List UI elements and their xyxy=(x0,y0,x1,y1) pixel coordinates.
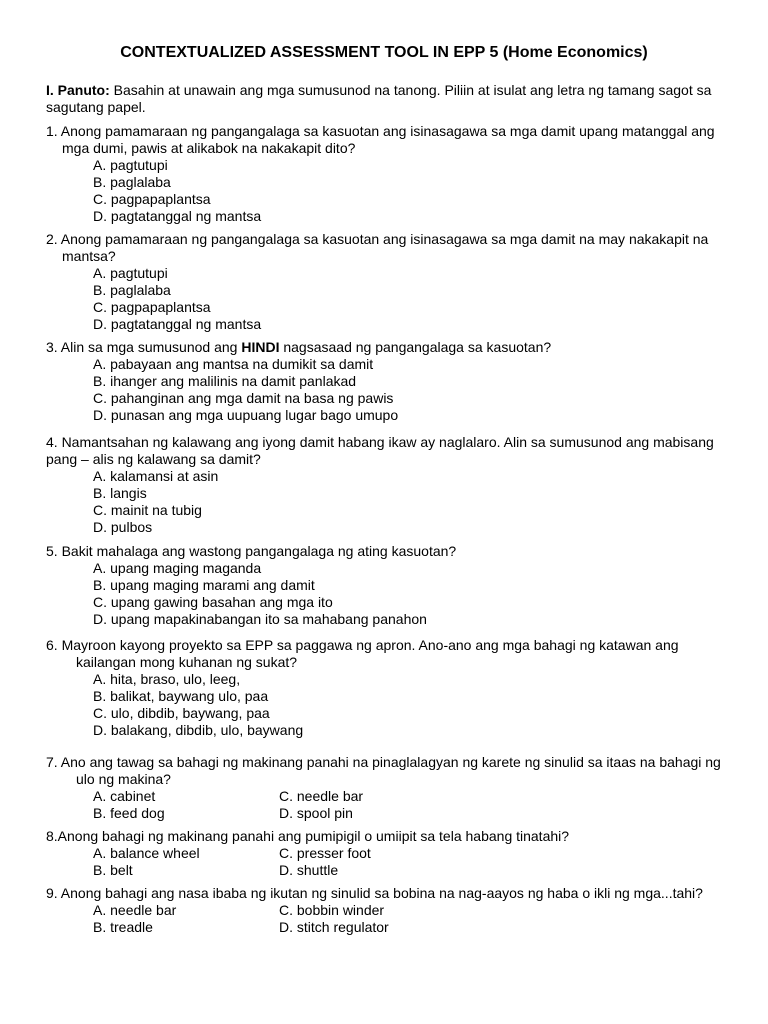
option-c: C. presser foot xyxy=(279,845,371,861)
option-b: B. ihanger ang malilinis na damit panlakad xyxy=(93,373,357,389)
option-a: A. pagtutupi xyxy=(93,265,168,281)
option-b: B. balikat, baywang ulo, paa xyxy=(93,688,269,704)
option-row xyxy=(46,902,736,919)
instructions xyxy=(46,82,726,116)
option-a: A. hita, braso, ulo, leeg, xyxy=(93,671,241,687)
question-3 xyxy=(46,339,736,424)
option-a: A. balance wheel xyxy=(93,845,200,861)
option-a: A. cabinet xyxy=(93,788,156,804)
option-c: C. upang gawing basahan ang mga ito xyxy=(93,594,333,610)
question-2 xyxy=(46,231,736,333)
option-row xyxy=(46,805,736,822)
option-a: A. needle bar xyxy=(93,902,177,918)
question-6 xyxy=(46,637,736,739)
stem-emphasis: HINDI xyxy=(241,339,280,355)
option-a: A. pabayaan ang mantsa na dumikit sa damit xyxy=(93,356,374,372)
question-stem: 6. Mayroon kayong proyekto sa EPP sa paggawa ng apron. Ano-ano ang mga bahagi ng katawan ang kailangan mong kuhanan ng sukat? xyxy=(46,637,679,670)
question-8 xyxy=(46,828,736,879)
option-b: B. paglalaba xyxy=(93,282,171,298)
question-stem xyxy=(46,339,736,356)
option-d: D. spool pin xyxy=(279,805,353,821)
instructions-text: Basahin at unawain ang mga sumusunod na tanong. Piliin at isulat ang letra ng tamang sagot sa sagutang papel. xyxy=(46,82,712,115)
question-stem: 5. Bakit mahalaga ang wastong pangangalaga ng ating kasuotan? xyxy=(46,543,457,559)
question-5 xyxy=(46,543,736,628)
option-d: D. balakang, dibdib, ulo, baywang xyxy=(93,722,304,738)
stem-text: 3. Alin sa mga sumusunod ang xyxy=(46,339,242,355)
question-stem: 4. Namantsahan ng kalawang ang iyong damit habang ikaw ay naglalaro. Alin sa sumusunod ang mabisang pang – alis ng kalawang sa damit? xyxy=(46,434,714,467)
option-b: B. paglalaba xyxy=(93,174,171,190)
option-a: A. kalamansi at asin xyxy=(93,468,219,484)
option-c: C. pahanginan ang mga damit na basa ng pawis xyxy=(93,390,394,406)
option-b: B. langis xyxy=(93,485,147,501)
option-row xyxy=(46,862,736,879)
document-title: CONTEXTUALIZED ASSESSMENT TOOL IN EPP 5 (Home Economics) xyxy=(120,44,648,61)
question-1 xyxy=(46,123,736,225)
option-d: D. punasan ang mga uupuang lugar bago umupo xyxy=(93,407,399,423)
option-d: D. pagtatanggal ng mantsa xyxy=(93,208,262,224)
question-7 xyxy=(46,754,736,822)
option-d: D. shuttle xyxy=(279,862,339,878)
option-row xyxy=(46,788,736,805)
question-stem: 7. Ano ang tawag sa bahagi ng makinang panahi na pinaglalagyan ng karete ng sinulid sa itaas na bahagi ng ulo ng makina? xyxy=(46,754,721,787)
option-b: B. treadle xyxy=(93,919,153,935)
instructions-label: I. Panuto: xyxy=(46,82,110,98)
option-row xyxy=(46,919,736,936)
option-d: D. stitch regulator xyxy=(279,919,389,935)
question-stem: 1. Anong pamamaraan ng pangangalaga sa kasuotan ang isinasagawa sa mga damit upang matanggal ang mga dumi, pawis at alikabok na nakakapit dito? xyxy=(46,123,715,156)
option-c: C. pagpapaplantsa xyxy=(93,191,211,207)
option-c: C. needle bar xyxy=(279,788,364,804)
option-row xyxy=(46,845,736,862)
option-a: A. pagtutupi xyxy=(93,157,168,173)
option-b: B. upang maging marami ang damit xyxy=(93,577,315,593)
question-stem: 8.Anong bahagi ng makinang panahi ang pumipigil o umiipit sa tela habang tinatahi? xyxy=(46,828,570,844)
option-c: C. pagpapaplantsa xyxy=(93,299,211,315)
option-d: D. upang mapakinabangan ito sa mahabang panahon xyxy=(93,611,427,627)
option-b: B. feed dog xyxy=(93,805,165,821)
question-9 xyxy=(46,885,736,936)
option-a: A. upang maging maganda xyxy=(93,560,262,576)
option-c: C. bobbin winder xyxy=(279,902,385,918)
option-b: B. belt xyxy=(93,862,133,878)
question-stem: 9. Anong bahagi ang nasa ibaba ng ikutan ng sinulid sa bobina na nag-aayos ng haba o ikli ng mga...tahi? xyxy=(46,885,703,901)
question-4 xyxy=(46,434,736,536)
question-stem: 2. Anong pamamaraan ng pangangalaga sa kasuotan ang isinasagawa sa mga damit na may nakakapit na mantsa? xyxy=(46,231,709,264)
stem-text: nagsasaad ng pangangalaga sa kasuotan? xyxy=(279,339,552,355)
option-c: C. mainit na tubig xyxy=(93,502,202,518)
option-c: C. ulo, dibdib, baywang, paa xyxy=(93,705,270,721)
option-d: D. pulbos xyxy=(93,519,153,535)
option-d: D. pagtatanggal ng mantsa xyxy=(93,316,262,332)
